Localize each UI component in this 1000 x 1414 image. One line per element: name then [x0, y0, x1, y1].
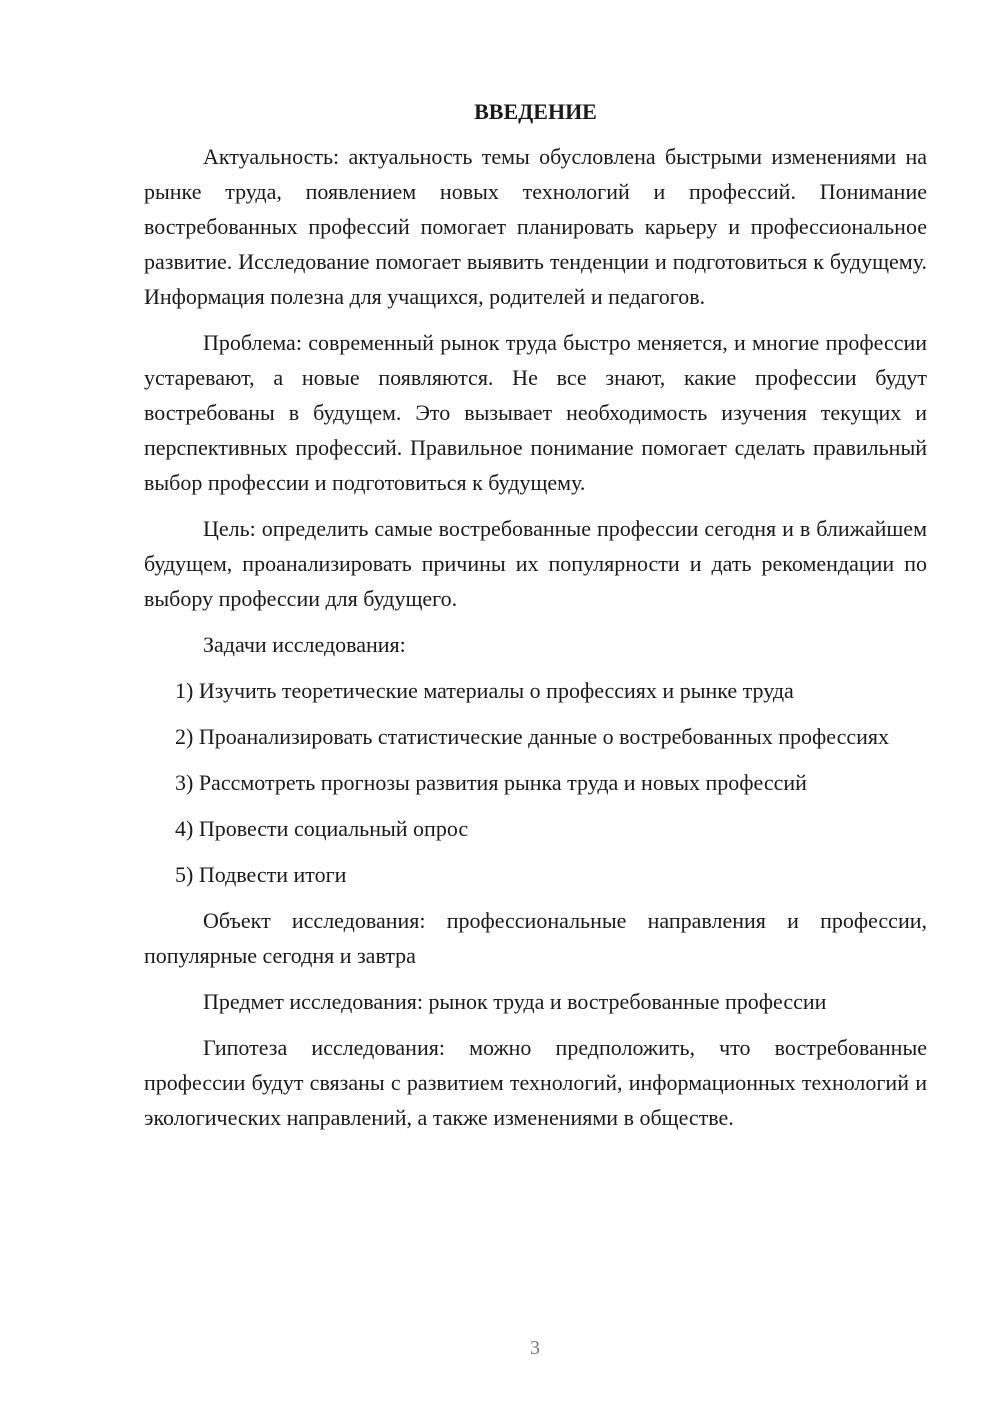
- task-item-1: 1) Изучить теоретические материалы о профессиях и рынке труда: [175, 678, 794, 703]
- task-item-3: 3) Рассмотреть прогнозы развития рынка труда и новых профессий: [175, 770, 807, 795]
- paragraph-relevance: Актуальность: актуальность темы обусловлена быстрыми изменениями на рынке труда, появлением новых технологий и профессий. Понимание востребованных профессий помогает планировать карьеру и профессиональное развитие. Исследование помогает выявить тенденции и подготовиться к будущему. Информация полезна для учащихся, родителей и педагогов.: [144, 144, 927, 309]
- page-number: 3: [530, 1337, 540, 1359]
- page-content: [144, 94, 927, 1146]
- task-item-4: 4) Провести социальный опрос: [175, 816, 469, 841]
- page-title: ВВЕДЕНИЕ: [474, 99, 597, 124]
- paragraph-goal: Цель: определить самые востребованные профессии сегодня и в ближайшем будущем, проанализировать причины их популярности и дать рекомендации по выбору профессии для будущего.: [144, 516, 927, 611]
- tasks-heading: Задачи исследования:: [203, 632, 406, 657]
- task-item-2: 2) Проанализировать статистические данные о востребованных профессиях: [175, 724, 890, 749]
- paragraph-subject: Предмет исследования: рынок труда и востребованные профессии: [203, 989, 827, 1014]
- paragraph-object: Объект исследования: профессиональные направления и профессии, популярные сегодня и завтра: [144, 908, 927, 968]
- task-item-5: 5) Подвести итоги: [175, 862, 347, 887]
- paragraph-problem: Проблема: современный рынок труда быстро меняется, и многие профессии устаревают, а новые появляются. Не все знают, какие профессии будут востребованы в будущем. Это вызывает необходимость изучения текущих и перспективных профессий. Правильное понимание помогает сделать правильный выбор профессии и подготовиться к будущему.: [144, 330, 927, 495]
- paragraph-hypothesis: Гипотеза исследования: можно предположить, что востребованные профессии будут связаны с развитием технологий, информационных технологий и экологических направлений, а также изменениями в обществе.: [144, 1035, 927, 1130]
